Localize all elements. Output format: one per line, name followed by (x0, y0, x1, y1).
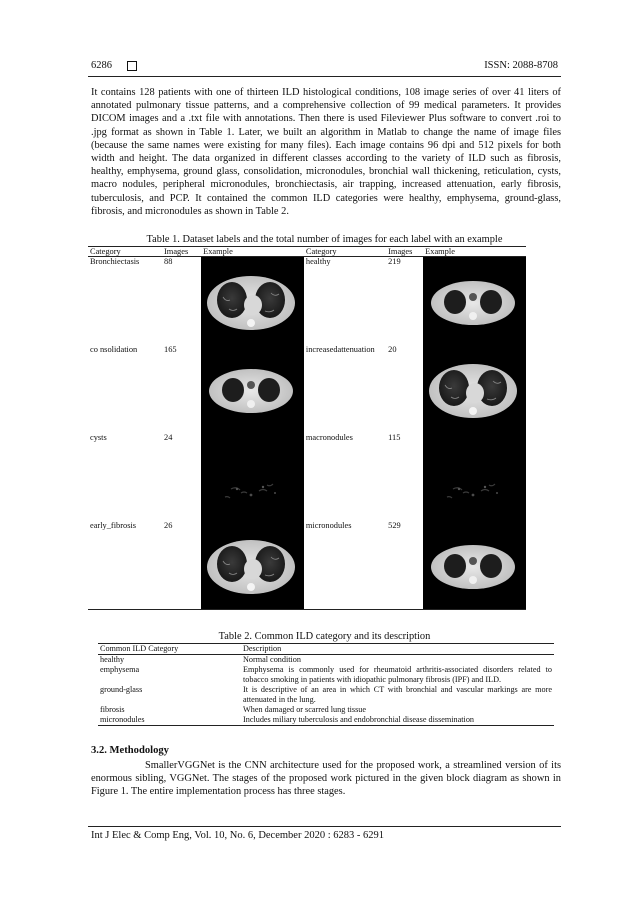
table1-header-row (88, 247, 526, 257)
table-row (88, 433, 526, 521)
section-heading: 3.2. Methodology (91, 745, 169, 756)
ct-scan-image (423, 345, 526, 433)
image-count-cell: 115 (388, 433, 401, 442)
table1-header-example-a: Example (201, 247, 304, 257)
page-number: 6286 (91, 60, 112, 71)
table1-caption: Table 1. Dataset labels and the total number of images for each label with an example (146, 234, 503, 245)
image-count-cell: 529 (386, 521, 423, 610)
table2-caption: Table 2. Common ILD category and its description (218, 631, 431, 642)
dataset-labels-table (88, 246, 526, 610)
table2-header-category: Common ILD Category (98, 644, 241, 655)
ild-category-cell: ground-glass (100, 685, 143, 694)
image-count-cell: 24 (164, 433, 173, 442)
table-row (98, 665, 554, 685)
category-cell: Bronchiectasis (90, 257, 140, 266)
table-row (98, 715, 554, 726)
table1-header-images-b: Images (386, 247, 423, 257)
ct-scan-image (201, 345, 304, 433)
category-cell: micronodules (304, 521, 386, 610)
header-divider (88, 76, 561, 77)
ild-description-cell: Normal condition (243, 655, 301, 664)
table-row (98, 705, 554, 715)
table-row (98, 685, 554, 705)
ct-scan-image (201, 521, 304, 610)
table1-header-example-b: Example (423, 247, 526, 257)
image-count-cell: 219 (388, 257, 401, 266)
table-row (88, 257, 526, 346)
category-cell: increasedattenuation (305, 345, 375, 354)
category-cell: healthy (305, 257, 331, 266)
ild-description-cell: Emphysema is commonly used for rheumatoid arthritis-associated disorders related to tobacco smoking in patients with idiopathic pulmonary fibrosis (IPF) and ILD. (243, 665, 552, 684)
table-row (98, 655, 554, 666)
category-cell: macronodules (305, 433, 353, 442)
journal-issn: ISSN: 2088-8708 (484, 60, 558, 71)
table2-header-row (98, 644, 554, 655)
table2-header-description: Description (241, 644, 554, 655)
ild-description-cell: When damaged or scarred lung tissue (243, 705, 366, 714)
table1-header-images-a: Images (162, 247, 201, 257)
image-count-cell: 165 (164, 345, 177, 354)
ct-scan-image (423, 433, 526, 521)
table1-header-category-a: Category (88, 247, 162, 257)
ct-scan-image (201, 257, 304, 346)
category-cell: co nsolidation (90, 345, 138, 354)
ct-scan-image (423, 257, 526, 346)
ild-category-cell: micronodules (98, 715, 241, 726)
category-cell: early_fibrosis (88, 521, 162, 610)
ild-category-cell: healthy (100, 655, 125, 664)
image-count-cell: 26 (162, 521, 201, 610)
footer-citation: Int J Elec & Comp Eng, Vol. 10, No. 6, December 2020 : 6283 - 6291 (91, 830, 384, 841)
table-row (88, 345, 526, 433)
image-count-cell: 88 (164, 257, 173, 266)
ild-description-cell: Includes miliary tuberculosis and endobronchial disease dissemination (241, 715, 554, 726)
ct-scan-image (201, 433, 304, 521)
ild-description-cell: It is descriptive of an area in which CT with bronchial and vascular markings are more attenuated in the lung. (243, 685, 552, 704)
image-count-cell: 20 (388, 345, 397, 354)
footer-divider (88, 826, 561, 827)
header-box-icon (127, 61, 137, 71)
methodology-paragraph: SmallerVGGNet is the CNN architecture used for the proposed work, a streamlined version of its enormous sibling, VGGNet. The stages of the proposed work pictured in the given block diagram as shown in Figure 1. The entire implementation process has three stages. (91, 760, 561, 798)
category-cell: cysts (90, 433, 107, 442)
intro-paragraph: It contains 128 patients with one of thirteen ILD histological conditions, 108 image series of over 41 liters of annotated pulmonary tissue patterns, and a comprehensive collection of 99 medical parameters. It provides DICOM images and a .txt file with annotations. Then there is used Fileviewer Plus software to convert .roi to .jpg format as shown in Table 1. Later, we built an algorithm in Matlab to change the name of image files (because the same names were existing for many files). Each image contains 96 dpi and 512 pixels for both width and height. The data organized in different classes according to the variety of ILD such as fibrosis, healthy, emphysema, ground glass, consolidation, micronodules, bronchial wall thickening, reticulation, cysts, macro nodules, peripheral micronodules, bronchiectasis, air trapping, increased attenuation, early fibrosis, tuberculosis, and PCP. It contained the common ILD categories were healthy, emphysema, ground-glass, fibrosis, and micronodules as shown in Table 2. (91, 87, 561, 217)
ild-category-table (98, 643, 554, 726)
ild-category-cell: fibrosis (100, 705, 125, 714)
table1-header-category-b: Category (304, 247, 386, 257)
ild-category-cell: emphysema (100, 665, 140, 674)
ct-scan-image (423, 521, 526, 610)
table-row (88, 521, 526, 610)
